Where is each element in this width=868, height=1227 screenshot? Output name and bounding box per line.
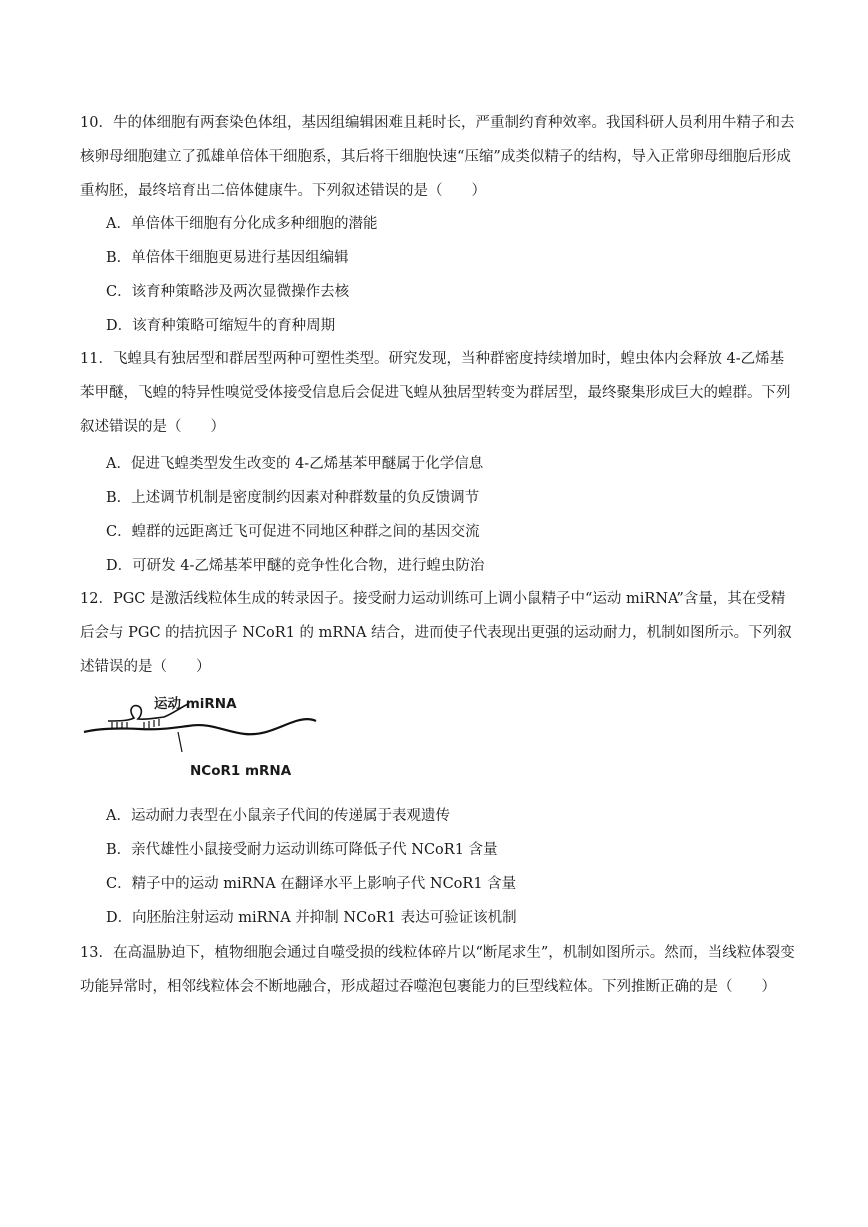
mirna-binding-figure xyxy=(80,688,340,783)
question-11-stem: 11．飞蝗具有独居型和群居型两种可塑性类型。研究发现，当种群密度持续增加时，蝗虫体内会释放 4-乙烯基苯甲醚，飞蝗的特异性嗅觉受体接受信息后会促进飞蝗从独居型转变为群居型，最终聚集形成巨大的蝗群。下列叙述错误的是（ ） xyxy=(80,351,791,435)
figure-label-ncor1-mrna: NCoR1 mRNA xyxy=(190,763,292,779)
question-11-option-d: D．可研发 4-乙烯基苯甲醚的竞争性化合物，进行蝗虫防治 xyxy=(106,558,485,574)
question-12-option-c: C．精子中的运动 miRNA 在翻译水平上影响子代 NCoR1 含量 xyxy=(106,876,517,892)
question-13-stem: 13．在高温胁迫下，植物细胞会通过自噬受损的线粒体碎片以“断尾求生”，机制如图所示。然而，当线粒体裂变功能异常时，相邻线粒体会不断地融合，形成超过吞噬泡包裹能力的巨型线粒体。下列推断正确的是（ ） xyxy=(80,945,795,995)
question-11-option-a: A．促进飞蝗类型发生改变的 4-乙烯基苯甲醚属于化学信息 xyxy=(106,456,484,472)
question-10-option-d: D．该育种策略可缩短牛的育种周期 xyxy=(106,318,336,334)
question-11-option-b: B．上述调节机制是密度制约因素对种群数量的负反馈调节 xyxy=(106,490,480,506)
question-12-stem: 12．PGC 是激活线粒体生成的转录因子。接受耐力运动训练可上调小鼠精子中“运动 miRNA”含量，其在受精后会与 PGC 的拮抗因子 NCoR1 的 mRNA 结合，进而使子代表现出更强的运动耐力，机制如图所示。下列叙述错误的是（ ） xyxy=(80,591,792,675)
question-10-stem: 10．牛的体细胞有两套染色体组，基因组编辑困难且耗时长，严重制约育种效率。我国科研人员利用牛精子和去核卵母细胞建立了孤雄单倍体干细胞系，其后将干细胞快速“压缩”成类似精子的结构，导入正常卵母细胞后形成重构胚，最终培育出二倍体健康牛。下列叙述错误的是（ ） xyxy=(80,115,795,199)
question-10-option-a: A．单倍体干细胞有分化成多种细胞的潜能 xyxy=(106,216,378,232)
question-12-option-a: A．运动耐力表型在小鼠亲子代间的传递属于表观遗传 xyxy=(106,808,450,824)
ncor1-pointer-line xyxy=(178,732,182,752)
figure-label-mirna: 运动 miRNA xyxy=(154,696,237,712)
question-10-option-b: B．单倍体干细胞更易进行基因组编辑 xyxy=(106,250,349,266)
question-11-option-c: C．蝗群的远距离迁飞可促进不同地区种群之间的基因交流 xyxy=(106,524,480,540)
question-12-option-d: D．向胚胎注射运动 miRNA 并抑制 NCoR1 表达可验证该机制 xyxy=(106,910,517,926)
question-12-option-b: B．亲代雄性小鼠接受耐力运动训练可降低子代 NCoR1 含量 xyxy=(106,842,498,858)
question-10-option-c: C．该育种策略涉及两次显微操作去核 xyxy=(106,284,350,300)
